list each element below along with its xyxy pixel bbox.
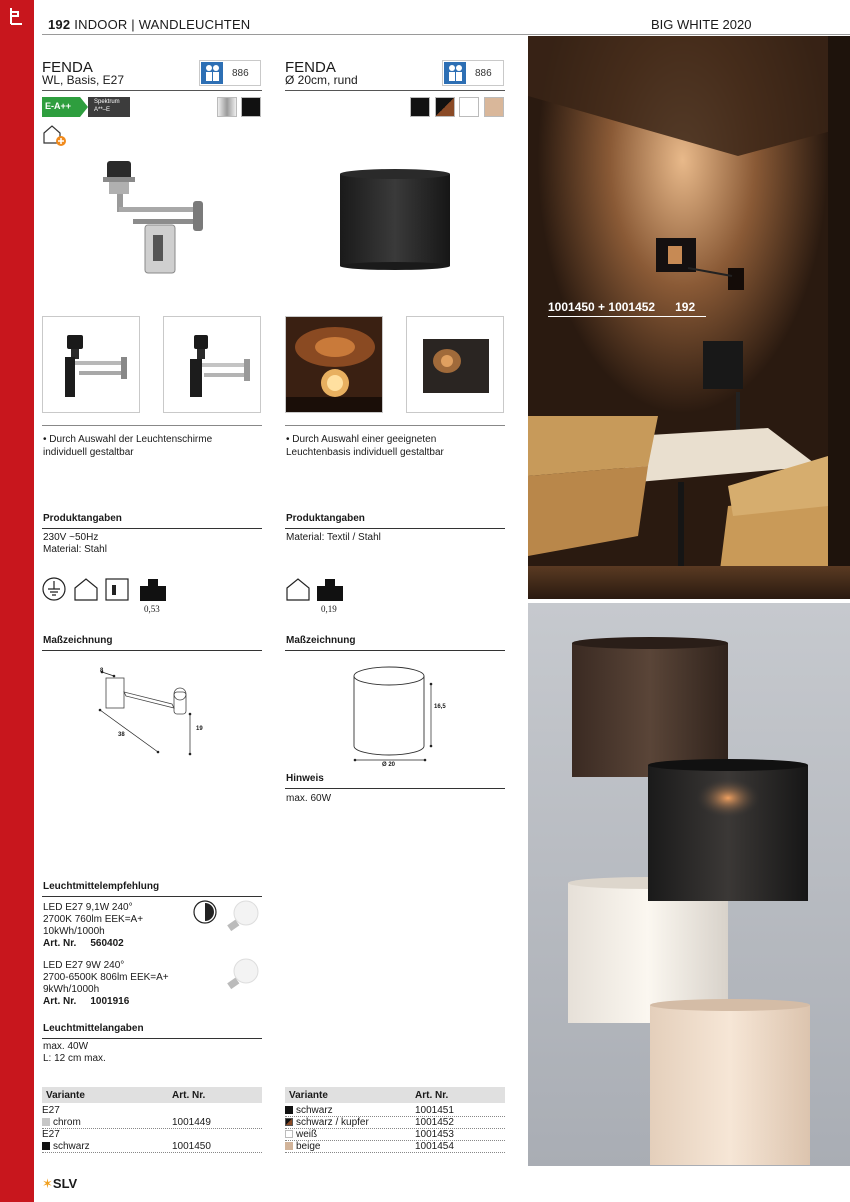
dim-a: 8 [100,668,104,674]
product-left-weight: 0,53 [144,604,160,614]
product-right-drawing-heading: Maßzeichnung [286,635,356,646]
row-swatch [285,1130,293,1138]
row-variant: weiß [296,1129,318,1140]
lamp-spec-1: max. 40W [43,1041,89,1052]
col-variante: Variante [289,1090,328,1101]
lamp-specs-rule [42,1038,262,1039]
left-divider-1 [42,425,262,426]
lamp-rec-heading: Leuchtmittelempfehlung [43,881,160,892]
product-left-spec-2: Material: Stahl [43,544,107,555]
table-row[interactable] [285,1105,505,1117]
lamp-rec-2-line-3: 9kWh/1000h [43,984,100,995]
row-art: 1001450 [172,1141,211,1152]
lamp-rec-2-art-label: Art. Nr. [43,996,77,1007]
product-right-image [338,168,452,273]
product-right-bullet [286,433,486,459]
lamp-category-icon [8,6,26,31]
row-variant: beige [296,1141,321,1152]
table-group-label: E27 [42,1105,60,1116]
swatch-chrome [217,97,237,117]
product-right-title: FENDA [285,59,336,76]
lamp-rec-1-line-2: 2700K 760lm EEK=A+ [43,914,144,925]
row-variant: schwarz [296,1105,333,1116]
product-left-thumb-1[interactable] [42,316,140,413]
right-divider-1 [285,425,505,426]
product-left-spec-1: 230V ~50Hz [43,532,99,543]
product-right-drawing [345,662,455,773]
lamp-rec-1-art: 560402 [90,938,124,949]
product-right-table [285,1087,505,1153]
red-margin-bar [0,0,34,1202]
table-row[interactable] [285,1141,505,1153]
col-art-nr: Art. Nr. [415,1090,449,1101]
catalog-title: BIG WHITE 2020 [651,17,752,32]
service-icon [444,62,466,84]
swatch-beige [484,97,504,117]
table-row[interactable] [42,1141,262,1153]
product-right-code-box [442,60,504,86]
row-variant: chrom [53,1117,81,1128]
table-row[interactable] [42,1117,262,1129]
product-right-code: 886 [475,68,492,79]
product-right-spec-1: Material: Textil / Stahl [286,532,381,543]
product-right-subtitle: Ø 20cm, rund [285,73,358,87]
product-left-subtitle: WL, Basis, E27 [42,73,125,87]
footer-logo [42,1176,77,1192]
product-left-bullet [43,433,243,459]
product-left-rule [42,90,262,91]
product-left-bullet-text: Durch Auswahl der Leuchtenschirme individuell gestaltbar [43,434,213,458]
slv-star-icon: ✶ [42,1176,53,1191]
lamp-rec-1-art-label: Art. Nr. [43,938,77,949]
brand-name: SLV [52,1176,78,1191]
dim-c: 19 [196,726,203,732]
header-divider [42,34,850,35]
row-swatch [42,1142,50,1150]
table-group-label: E27 [42,1129,60,1140]
swatch-white [459,97,479,117]
service-icon [201,62,223,84]
lamp-rec-2-line-2: 2700-6500K 806lm EEK=A+ [43,972,169,983]
col-art-nr: Art. Nr. [172,1090,206,1101]
dimmable-icon [192,899,218,928]
caption-articles: 1001450 + 1001452 [548,300,656,314]
caption-page: 192 [675,300,696,314]
left-drawing-rule [42,650,262,651]
right-specs-rule [285,528,505,529]
lamp-rec-2-art: 1001916 [90,996,130,1007]
row-swatch [285,1106,293,1114]
energy-class: E-A++ [45,101,72,111]
caption-underline [548,316,706,317]
bullet-dot: • [43,434,50,445]
product-left-title: FENDA [42,59,93,76]
swatch-black-copper [435,97,455,117]
swatch-black [241,97,261,117]
product-right-specs-heading: Produktangaben [286,513,365,524]
page-number: 192 [48,17,71,32]
left-specs-rule [42,528,262,529]
interior-photo [528,36,850,599]
row-swatch [285,1118,293,1126]
photo-caption [548,300,695,314]
swatch-black [410,97,430,117]
bulb-icon-1 [224,898,262,937]
product-left-drawing-heading: Maßzeichnung [43,635,113,646]
lamp-rec-rule [42,896,262,897]
product-left-thumb-2[interactable] [163,316,261,413]
product-right-thumb-1[interactable] [285,316,383,413]
note-heading: Hinweis [286,773,324,784]
lamp-rec-2-line-1: LED E27 9W 240° [43,960,125,971]
product-right-bullet-text: Durch Auswahl einer geeigneten Leuchtenbasis individuell gestaltbar [286,434,444,458]
row-art: 1001451 [415,1105,454,1116]
row-art: 1001454 [415,1141,454,1152]
section-title: INDOOR | WANDLEUCHTEN [74,17,251,32]
energy-label [42,97,132,120]
product-left-image [95,155,215,283]
row-swatch [285,1142,293,1150]
product-right-thumb-2[interactable] [406,316,504,413]
row-variant: schwarz / kupfer [296,1117,369,1128]
right-drawing-rule [285,650,505,651]
row-art: 1001449 [172,1117,211,1128]
row-swatch [42,1118,50,1126]
bullet-dot: • [286,434,293,445]
dim-diameter: Ø 20 [382,762,396,768]
product-right-weight: 0,19 [321,604,337,614]
product-right-rule [285,90,505,91]
indoor-install-icon [42,123,68,150]
col-variante: Variante [46,1090,85,1101]
lamp-rec-2 [43,960,169,1008]
row-art: 1001452 [415,1117,454,1128]
product-left-code: 886 [232,68,249,79]
note-text: max. 60W [286,793,332,804]
product-left-table [42,1087,262,1153]
product-right-symbols [285,576,355,607]
note-rule [285,788,505,789]
spectrum-label: Spektrum [94,99,120,105]
shades-photo [528,603,850,1166]
lamp-spec-2: L: 12 cm max. [43,1053,106,1064]
table-header [42,1087,262,1103]
table-header [285,1087,505,1103]
table-row[interactable] [285,1117,505,1129]
dim-height: 16,5 [434,704,446,710]
row-variant: schwarz [53,1141,90,1152]
product-left-specs-heading: Produktangaben [43,513,122,524]
spectrum-range: A**–E [94,107,111,113]
bulb-icon-2 [224,956,262,995]
page-header-left [48,17,250,32]
dim-b: 38 [118,732,125,738]
table-row[interactable] [285,1129,505,1141]
product-left-drawing [92,664,222,759]
row-art: 1001453 [415,1129,454,1140]
lamp-specs-heading: Leuchtmittelangaben [43,1023,144,1034]
lamp-rec-1 [43,902,143,950]
lamp-rec-1-line-3: 10kWh/1000h [43,926,105,937]
product-left-code-box [199,60,261,86]
lamp-rec-1-line-1: LED E27 9,1W 240° [43,902,133,913]
